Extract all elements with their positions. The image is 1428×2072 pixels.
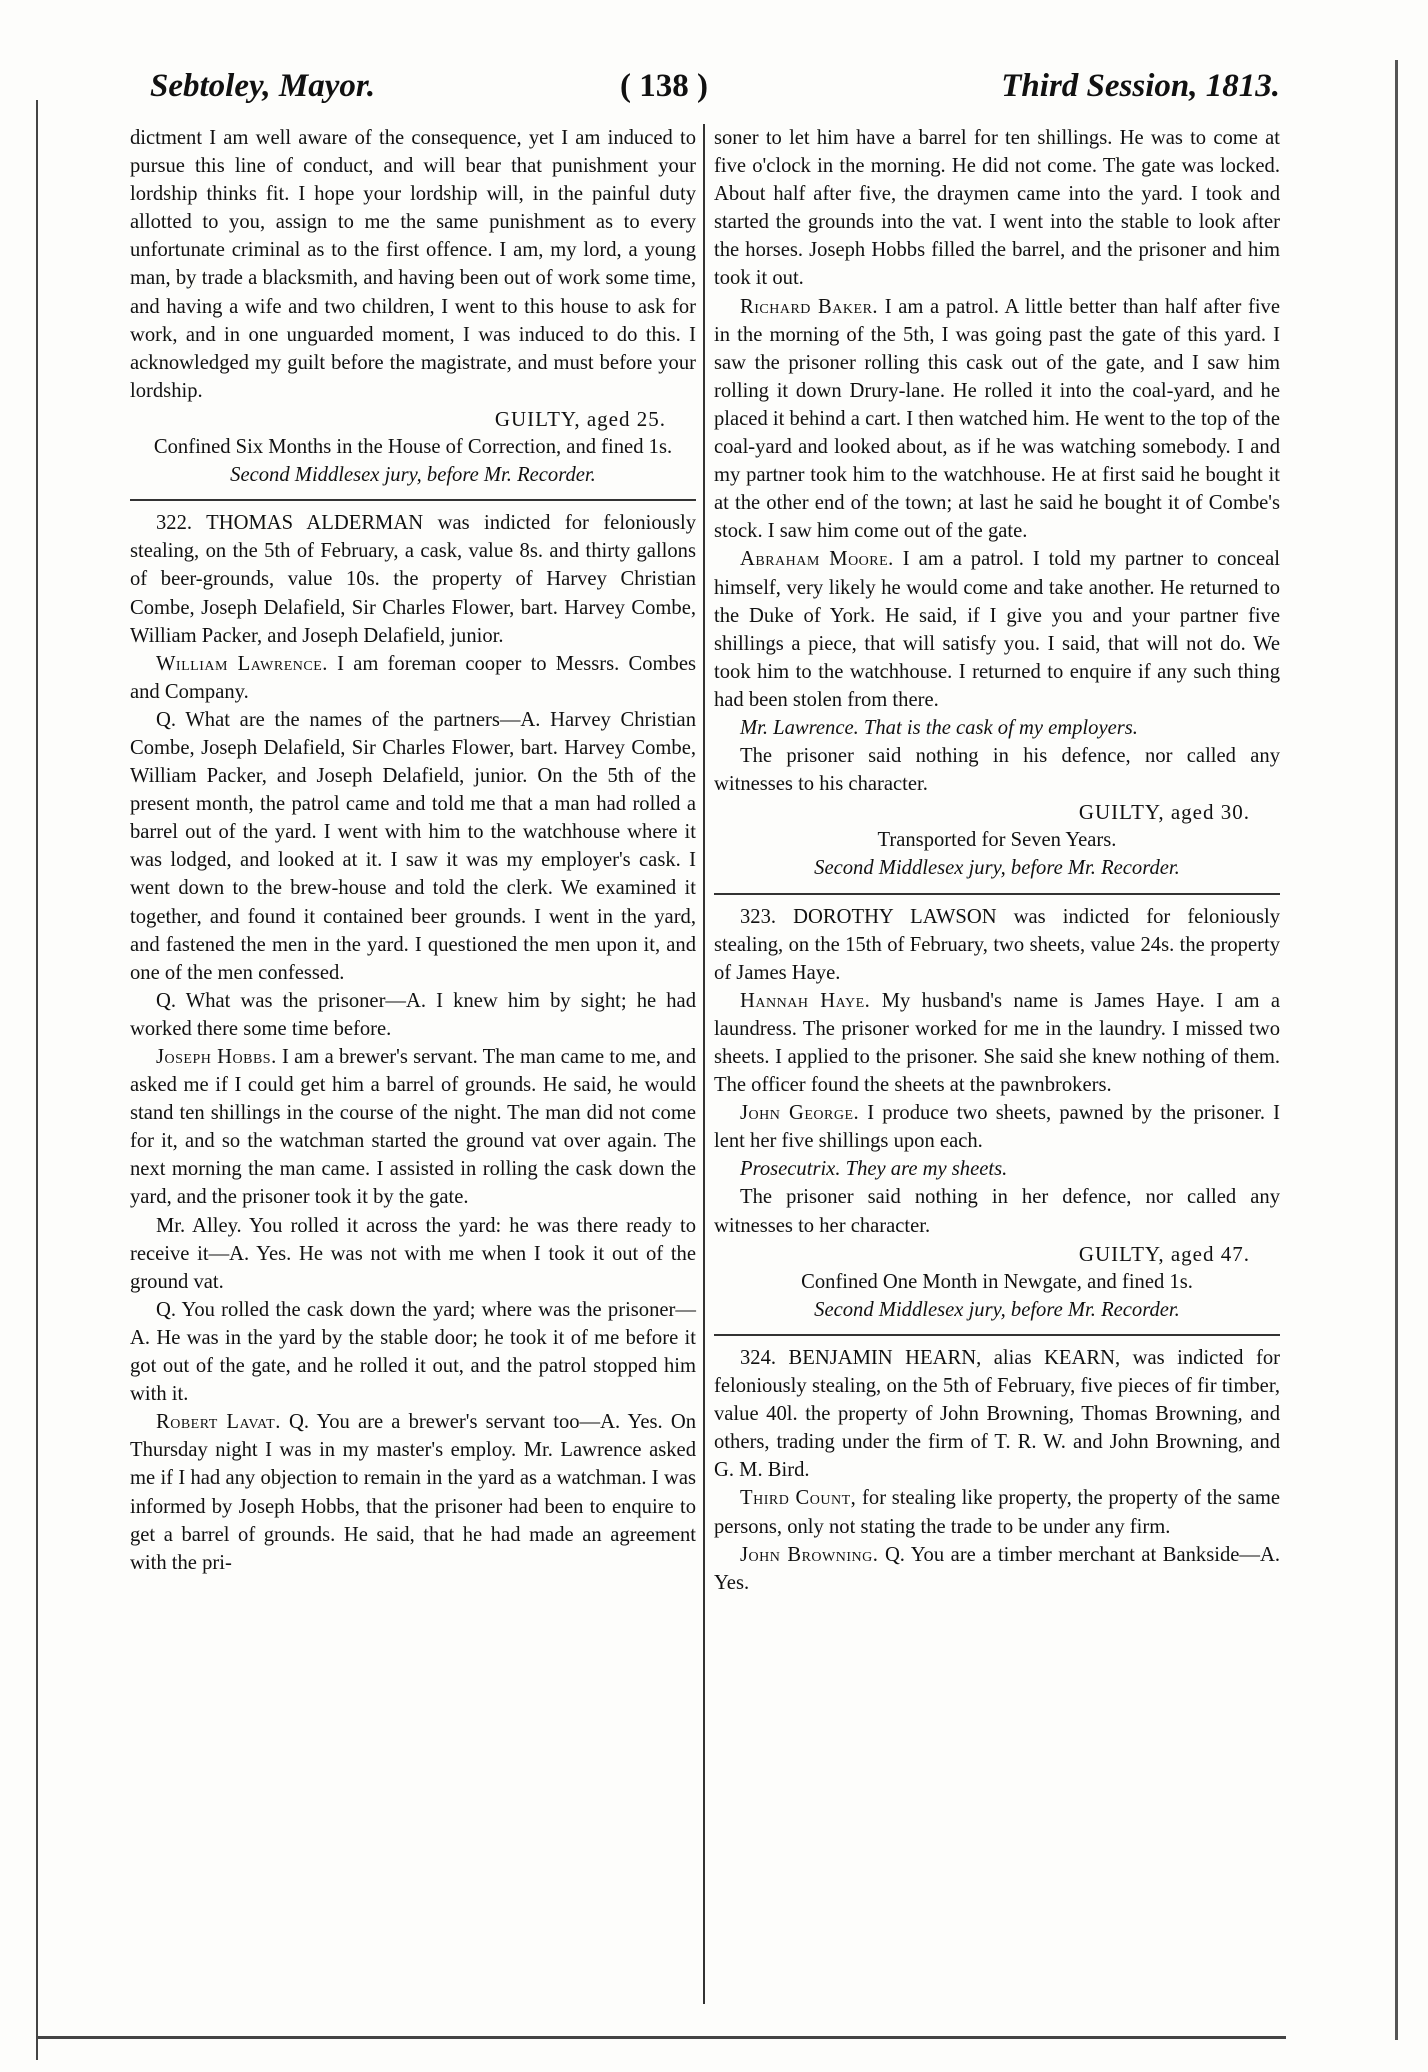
testimony (714, 1541, 1280, 1597)
page-number: ( 138 ) (620, 68, 708, 104)
testimony (714, 293, 1280, 546)
verdict: GUILTY, aged 25. (494, 406, 666, 431)
witness-name: John Browning. (740, 1543, 879, 1566)
testimony (714, 545, 1280, 714)
testimony-text: I am foreman cooper to Messrs. Combes and Company. (130, 652, 696, 703)
sentence: Confined Six Months in the House of Correction, and fined 1s. (153, 436, 673, 459)
paragraph: Prosecutrix. They are my sheets. (740, 1158, 1008, 1181)
verdict: GUILTY, aged 30. (1078, 800, 1250, 825)
testimony-text: Q. You are a brewer's servant too—A. Yes. On Thursday night I was in my master's employ. Mr. Lawrence asked me if I had any objection to remain in the yard as a watchman. I was informed by Joseph Hobbs, that the prisoner had been to enquire to get a barrel of grounds. He said, that he had made an agreement with the pri- (130, 1411, 696, 1574)
sentence: Confined One Month in Newgate, and fined 1s. (801, 1270, 1193, 1293)
witness-name: Hannah Haye. (740, 989, 871, 1012)
right-column (714, 124, 1280, 1597)
header-left: Sebtoley, Mayor. (150, 68, 376, 104)
paragraph: soner to let him have a barrel for ten shillings. He was to come at five o'clock in the morning. He did not come. The gate was locked. About half after five, the draymen came into the yard. I took and started the grounds into the vat. I went into the stable to look after the horses. Joseph Hobbs filled the barrel, and the prisoner and him took it out. (714, 127, 1280, 290)
testimony (130, 650, 696, 706)
paragraph: The prisoner said nothing in her defence, nor called any witnesses to her character. (714, 1186, 1280, 1237)
case-separator (714, 1334, 1280, 1336)
testimony-text: My husband's name is James Haye. I am a laundress. The prisoner worked for me in the laundry. I missed two sheets. I applied to the prisoner. She said she knew nothing of them. The officer found the sheets at the pawnbrokers. (714, 989, 1281, 1097)
case-separator (130, 499, 696, 501)
witness-name: John George. (740, 1102, 860, 1125)
case-heading: 323. DOROTHY LAWSON was indicted for feloniously stealing, on the 15th of February, two sheets, value 24s. the property of James Haye. (714, 905, 1280, 984)
page-edge (1395, 60, 1398, 2040)
margin-rule (36, 100, 38, 2060)
case-heading: 322. THOMAS ALDERMAN was indicted for feloniously stealing, on the 5th of February, a cask, value 8s. and thirty gallons of beer-grounds, value 10s. the property of Harvey Christian Combe, Joseph Delafield, Sir Charles Flower, bart. Harvey Combe, William Packer, and Joseph Delafield, junior. (130, 512, 696, 647)
left-column (130, 124, 696, 1577)
jury-line: Second Middlesex jury, before Mr. Recorder. (814, 857, 1180, 880)
witness-name: Abraham Moore. (740, 548, 894, 571)
header-right: Third Session, 1813. (1001, 68, 1280, 104)
paragraph: Q. What was the prisoner—A. I knew him by sight; he had worked there some time before. (130, 989, 696, 1040)
sentence: Transported for Seven Years. (877, 829, 1117, 852)
column-divider (703, 124, 705, 2004)
case-heading: 324. BENJAMIN HEARN, alias KEARN, was indicted for feloniously stealing, on the 5th of February, five pieces of fir timber, value 40l. the property of John Browning, Thomas Browning, and others, trading under the firm of T. R. W. and John Browning, and G. M. Bird. (714, 1346, 1280, 1482)
jury-line: Second Middlesex jury, before Mr. Recorder. (230, 464, 596, 487)
bottom-rule (36, 2036, 1286, 2039)
testimony (714, 1484, 1280, 1540)
witness-name: Robert Lavat. (156, 1411, 281, 1434)
paragraph: Mr. Alley. You rolled it across the yard: he was there ready to receive it—A. Yes. He was not with me when I took it out of the ground vat. (130, 1214, 696, 1293)
testimony-text: I am a brewer's servant. The man came to me, and asked me if I could get him a barrel of grounds. He said, he would stand ten shillings in the course of the night. The man did not come for it, and so the watchman started the ground vat over again. The next morning the man came. I assisted in rolling the cask down the yard, and the prisoner took it by the gate. (130, 1046, 697, 1209)
testimony (130, 1408, 696, 1577)
testimony (714, 987, 1280, 1099)
paragraph: Q. What are the names of the partners—A. Harvey Christian Combe, Joseph Delafield, Sir Charles Flower, bart. Harvey Combe, William Packer, and Joseph Delafield, junior. On the 5th of the present month, the patrol came and told me that a man had rolled a barrel out of the yard. I went with him to the watchhouse where it was lodged, and looked at it. I saw it was my employer's cask. I went down to the brew-house and told the clerk. We examined it together, and found it contained beer grounds. I went in the yard, and fastened the men in the yard. I questioned the men upon it, and one of the men confessed. (130, 708, 696, 984)
witness-name: Joseph Hobbs. (156, 1046, 277, 1068)
paragraph: Q. You rolled the cask down the yard; where was the prisoner—A. He was in the yard by the stable door; he took it of me before it got out of the gate, and he rolled it out, and the patrol stopped him with it. (130, 1298, 696, 1406)
testimony-text: I produce two sheets, pawned by the prisoner. I lent her five shillings upon each. (714, 1102, 1280, 1153)
running-header (150, 68, 1280, 118)
testimony (130, 1043, 696, 1212)
paragraph: dictment I am well aware of the consequence, yet I am induced to pursue this line of conduct, and will bear that punishment your lordship thinks fit. I hope your lordship will, in the painful duty allotted to you, assign to me the same punishment as to every unfortunate criminal as to the first offence. I am, my lord, a young man, by trade a blacksmith, and having been out of work some time, and having a wife and two children, I went to this house to ask for work, and in one unguarded moment, I was induced to do this. I acknowledged my guilt before the magistrate, and must before your lordship. (130, 127, 696, 402)
count-text: for stealing like property, the property of the same persons, only not stating the trade to be under any firm. (714, 1487, 1280, 1538)
jury-line: Second Middlesex jury, before Mr. Recorder. (814, 1298, 1180, 1321)
paragraph: The prisoner said nothing in his defence, nor called any witnesses to his character. (714, 745, 1280, 796)
testimony-text: I am a patrol. A little better than half after five in the morning of the 5th, I was going past the gate of this yard. I saw the prisoner rolling this cask out of the gate, and I saw him rolling it down Drury-lane. He rolled it into the coal-yard, and he placed it behind a cart. I then watched him. He went to the top of the coal-yard and looked about, as if he was watching somebody. I and my partner took him to the watchhouse. He at first said he bought it at the other end of the town; at last he said he bought it of Combe's stock. I saw him come out of the gate. (714, 295, 1280, 543)
verdict: GUILTY, aged 47. (1078, 1241, 1250, 1266)
testimony-text: I am a patrol. I told my partner to conceal himself, very likely he would come and take another. He returned to the Duke of York. He said, if I give you and your partner five shillings a piece, that will satisfy you. I said, that will not do. We took him to the watchhouse. I returned to enquire if any such thing had been stolen from there. (714, 548, 1280, 711)
paragraph: Mr. Lawrence. That is the cask of my employers. (740, 716, 1138, 739)
testimony (714, 1099, 1280, 1155)
case-separator (714, 893, 1280, 895)
count-label: Third Count, (740, 1487, 857, 1510)
witness-name: Richard Baker. (740, 295, 879, 318)
witness-name: William Lawrence. (156, 652, 328, 675)
testimony-text: Q. You are a timber merchant at Bankside—A. Yes. (714, 1543, 1280, 1594)
